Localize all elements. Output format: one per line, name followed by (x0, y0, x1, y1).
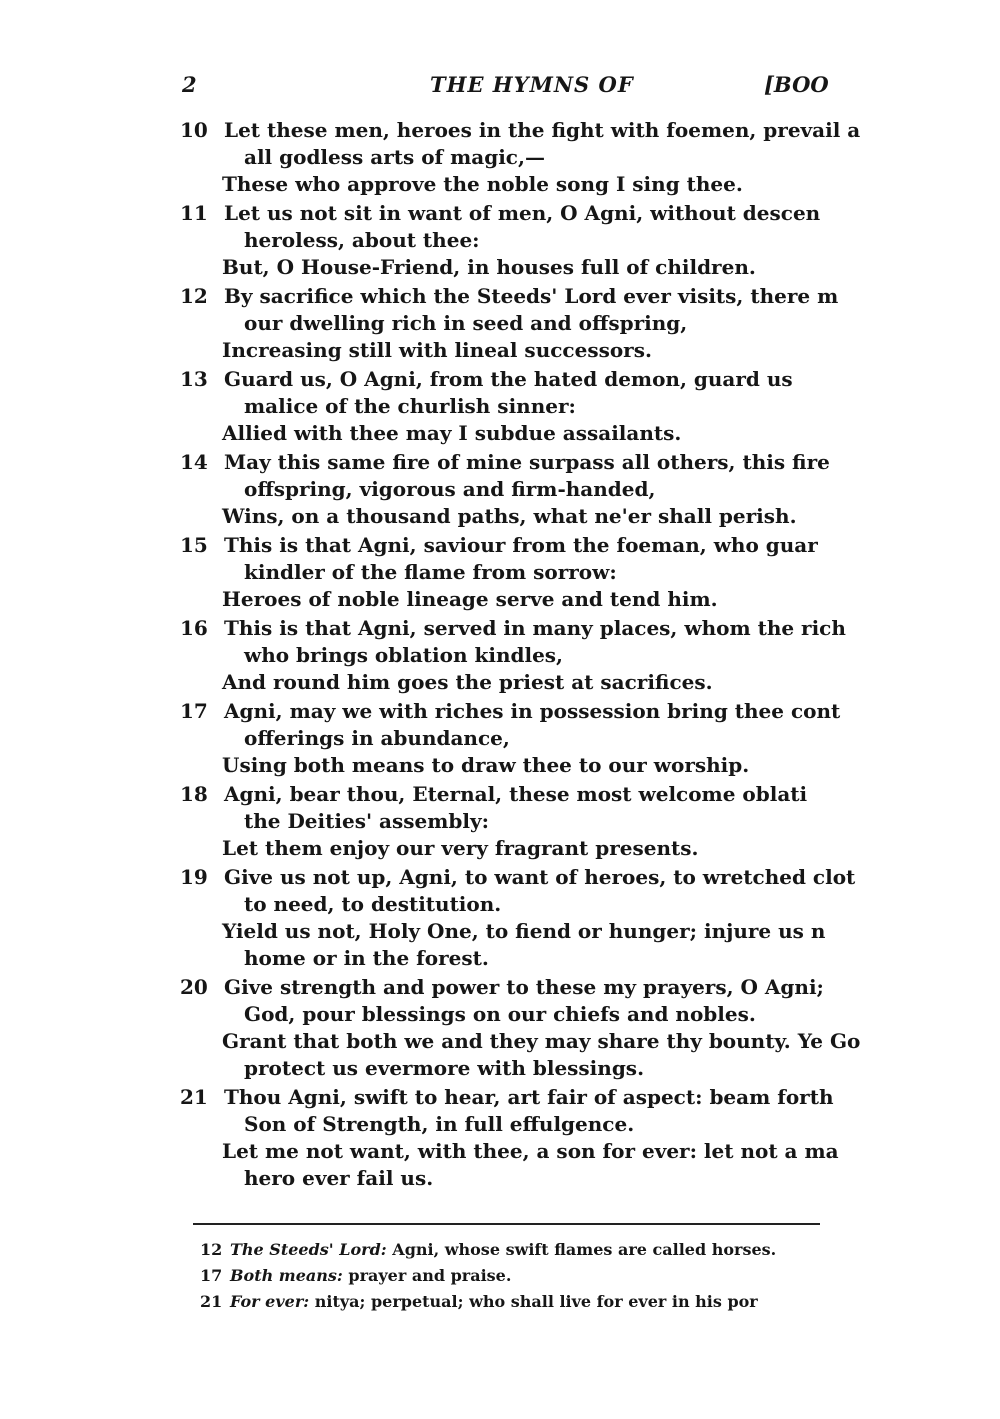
verse-number: 15 (180, 533, 208, 557)
verse (180, 283, 839, 364)
verse-line: Yield us not, Holy One, to fiend or hunger; injure us n (222, 919, 826, 943)
verse-number: 20 (180, 975, 208, 999)
verse-number: 17 (180, 699, 208, 723)
verse-line: God, pour blessings on our chiefs and nobles. (244, 1002, 756, 1026)
verse-line: But, O House-Friend, in houses full of children. (222, 255, 756, 279)
footnote (200, 1289, 820, 1315)
verse-line: offerings in abundance, (244, 726, 510, 750)
verse (180, 532, 830, 613)
footnote-text: prayer and praise. (342, 1266, 512, 1285)
verse-number: 13 (180, 367, 208, 391)
verse-line: kindler of the flame from sorrow: (244, 560, 617, 584)
verse-line: heroless, about thee: (244, 228, 480, 252)
verse-line: home or in the forest. (244, 946, 489, 970)
verse-number: 16 (180, 616, 208, 640)
verse-line: Give us not up, Agni, to want of heroes, to wretched clot (224, 865, 856, 889)
verse-line: Increasing still with lineal successors. (222, 338, 652, 362)
verse (180, 864, 856, 972)
footnote-number: 21 (200, 1292, 223, 1311)
verse (180, 698, 841, 779)
verse (180, 1084, 839, 1192)
footnote-term: Both means: (230, 1266, 343, 1285)
verse-number: 11 (180, 201, 208, 225)
verse-line: Give strength and power to these my prayers, O Agni; (224, 975, 824, 999)
footnote-text: Agni, whose swift flames are called horses. (386, 1240, 777, 1259)
page-number: 2 (182, 72, 197, 97)
verse-line: These who approve the noble song I sing thee. (222, 172, 743, 196)
verse-line: Guard us, O Agni, from the hated demon, guard us (224, 367, 793, 391)
verse-line: And round him goes the priest at sacrifices. (222, 670, 713, 694)
verse-line: hero ever fail us. (244, 1166, 434, 1190)
verse-line: This is that Agni, served in many places, whom the rich (224, 616, 846, 640)
verse (180, 117, 861, 198)
verse-number: 19 (180, 865, 208, 889)
footnote (200, 1263, 820, 1289)
verse-line: our dwelling rich in seed and offspring, (244, 311, 688, 335)
verse (180, 781, 830, 862)
footnote-term: The Steeds' Lord: (230, 1240, 387, 1259)
footnote (200, 1237, 820, 1263)
book-label: [BOO (764, 72, 829, 97)
verse-line: Wins, on a thousand paths, what ne'er shall perish. (222, 504, 797, 528)
verse-line: Grant that both we and they may share thy bounty. Ye Go (222, 1029, 861, 1053)
verse-line: Thou Agni, swift to hear, art fair of aspect: beam forth (224, 1085, 834, 1109)
verse-line: May this same fire of mine surpass all others, this fire (224, 450, 830, 474)
verse-line: all godless arts of magic,— (244, 145, 545, 169)
verse (180, 366, 830, 447)
footnote-term: For ever: (230, 1292, 310, 1311)
running-title: THE HYMNS OF (430, 72, 634, 97)
verse-number: 12 (180, 284, 208, 308)
verse-line: who brings oblation kindles, (244, 643, 564, 667)
verse-line: This is that Agni, saviour from the foeman, who guar (224, 533, 818, 557)
verse-line: Agni, bear thou, Eternal, these most welcome oblati (224, 782, 808, 806)
verse-line: the Deities' assembly: (244, 809, 489, 833)
verse-line: Using both means to draw thee to our worship. (222, 753, 750, 777)
verse-number: 14 (180, 450, 208, 474)
verse-line: Let us not sit in want of men, O Agni, without descen (224, 201, 821, 225)
verse-line: Let these men, heroes in the fight with foemen, prevail a (224, 118, 861, 142)
verse-line: Allied with thee may I subdue assailants. (222, 421, 682, 445)
verse (180, 615, 846, 696)
verse-line: protect us evermore with blessings. (244, 1056, 645, 1080)
footnote-divider (193, 1223, 820, 1225)
footnote-text: nitya; perpetual; who shall live for ever in his por (309, 1292, 758, 1311)
hymn-verses (180, 117, 861, 1194)
verse (180, 974, 861, 1082)
footnote-number: 12 (200, 1240, 223, 1259)
footnote-number: 17 (200, 1266, 223, 1285)
verse-line: Son of Strength, in full effulgence. (244, 1112, 635, 1136)
verse (180, 200, 830, 281)
verse-line: Agni, may we with riches in possession bring thee cont (224, 699, 841, 723)
verse-line: to need, to destitution. (244, 892, 502, 916)
verse-line: Let them enjoy our very fragrant presents. (222, 836, 699, 860)
verse-number: 21 (180, 1085, 208, 1109)
verse-number: 10 (180, 118, 208, 142)
verse-line: Heroes of noble lineage serve and tend him. (222, 587, 718, 611)
footnotes (200, 1237, 820, 1315)
verse-line: malice of the churlish sinner: (244, 394, 576, 418)
verse-line: By sacrifice which the Steeds' Lord ever visits, there m (224, 284, 839, 308)
verse-number: 18 (180, 782, 208, 806)
verse-line: Let me not want, with thee, a son for ever: let not a ma (222, 1139, 839, 1163)
running-header (182, 70, 829, 104)
verse-line: offspring, vigorous and firm-handed, (244, 477, 656, 501)
verse (180, 449, 830, 530)
